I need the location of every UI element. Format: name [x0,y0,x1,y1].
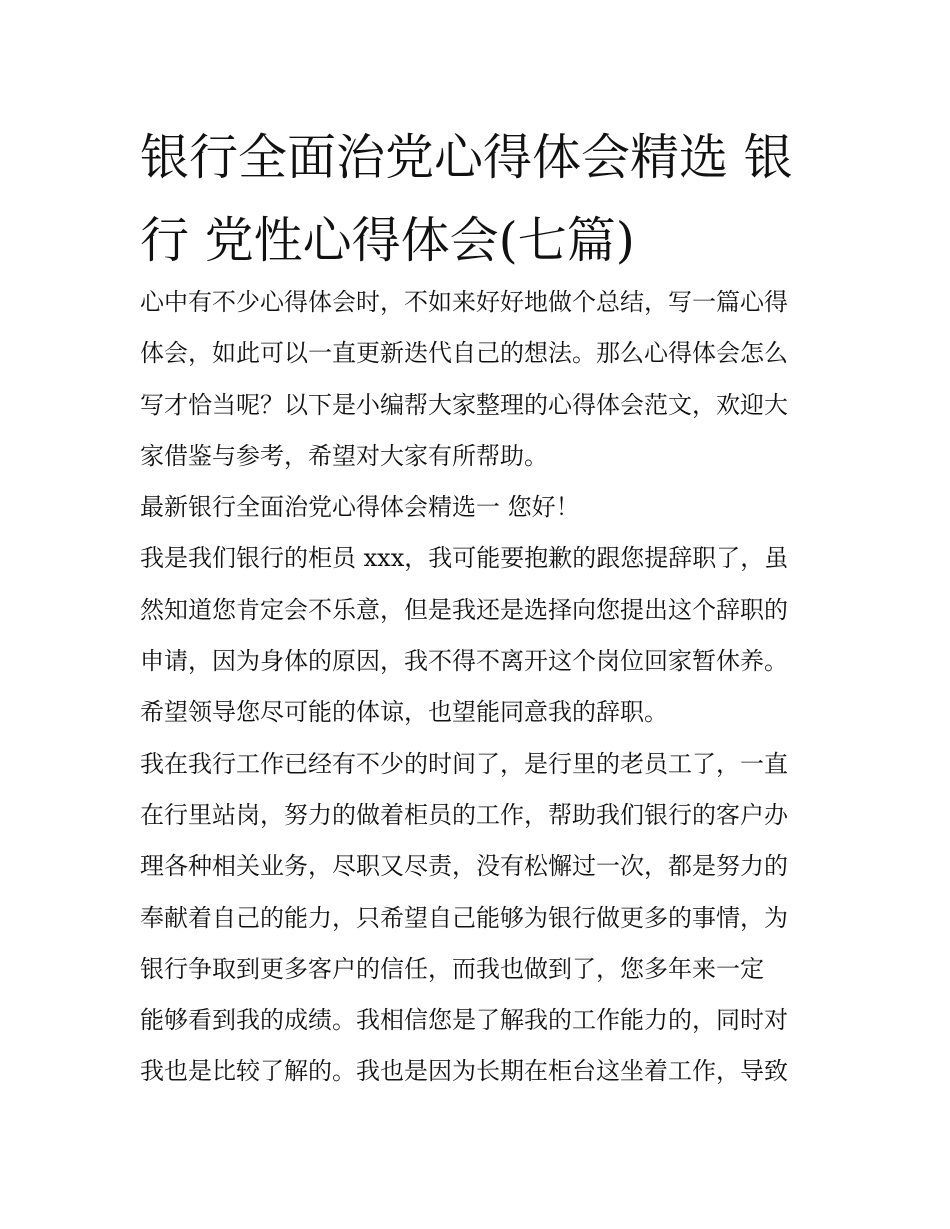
body-line: 然知道您肯定会不乐意，但是我还是选择向您提出这个辞职的 [140,595,788,624]
body-line: 理各种相关业务，尽职又尽责，没有松懈过一次，都是努力的 [140,852,788,881]
body-line: 申请，因为身体的原因，我不得不离开这个岗位回家暂休养。 [140,647,788,676]
body-line: 奉献着自己的能力，只希望自己能够为银行做更多的事情，为 [140,903,788,932]
title-line: 行 党性心得体会(七篇) [140,212,635,269]
body-line: 能够看到我的成绩。我相信您是了解我的工作能力的，同时对 [140,1006,788,1035]
body-line: 银行争取到更多客户的信任，而我也做到了，您多年来一定 [140,954,764,983]
body-line: 心中有不少心得体会时，不如来好好地做个总结，写一篇心得 [140,288,788,316]
title-line: 银行全面治党心得体会精选 银 [140,129,793,186]
document-body [140,277,820,1098]
body-line: 在行里站岗，努力的做着柜员的工作，帮助我们银行的客户办 [140,800,788,829]
section-heading: 最新银行全面治党心得体会精选一 您好！ [140,493,580,522]
body-line: 写才恰当呢？以下是小编帮大家整理的心得体会范文，欢迎大 [140,390,788,419]
body-line: 家借鉴与参考，希望对大家有所帮助。 [140,441,548,470]
body-line: 我是我们银行的柜员 xxx，我可能要抱歉的跟您提辞职了，虽 [140,544,789,573]
body-line: 我也是比较了解的。我也是因为长期在柜台这坐着工作，导致 [140,1057,788,1086]
body-line: 我在我行工作已经有不少的时间了，是行里的老员工了，一直 [140,749,788,778]
body-line: 希望领导您尽可能的体谅，也望能同意我的辞职。 [140,698,668,727]
body-line: 体会，如此可以一直更新迭代自己的想法。那么心得体会怎么 [140,339,788,368]
document-title [140,116,820,282]
